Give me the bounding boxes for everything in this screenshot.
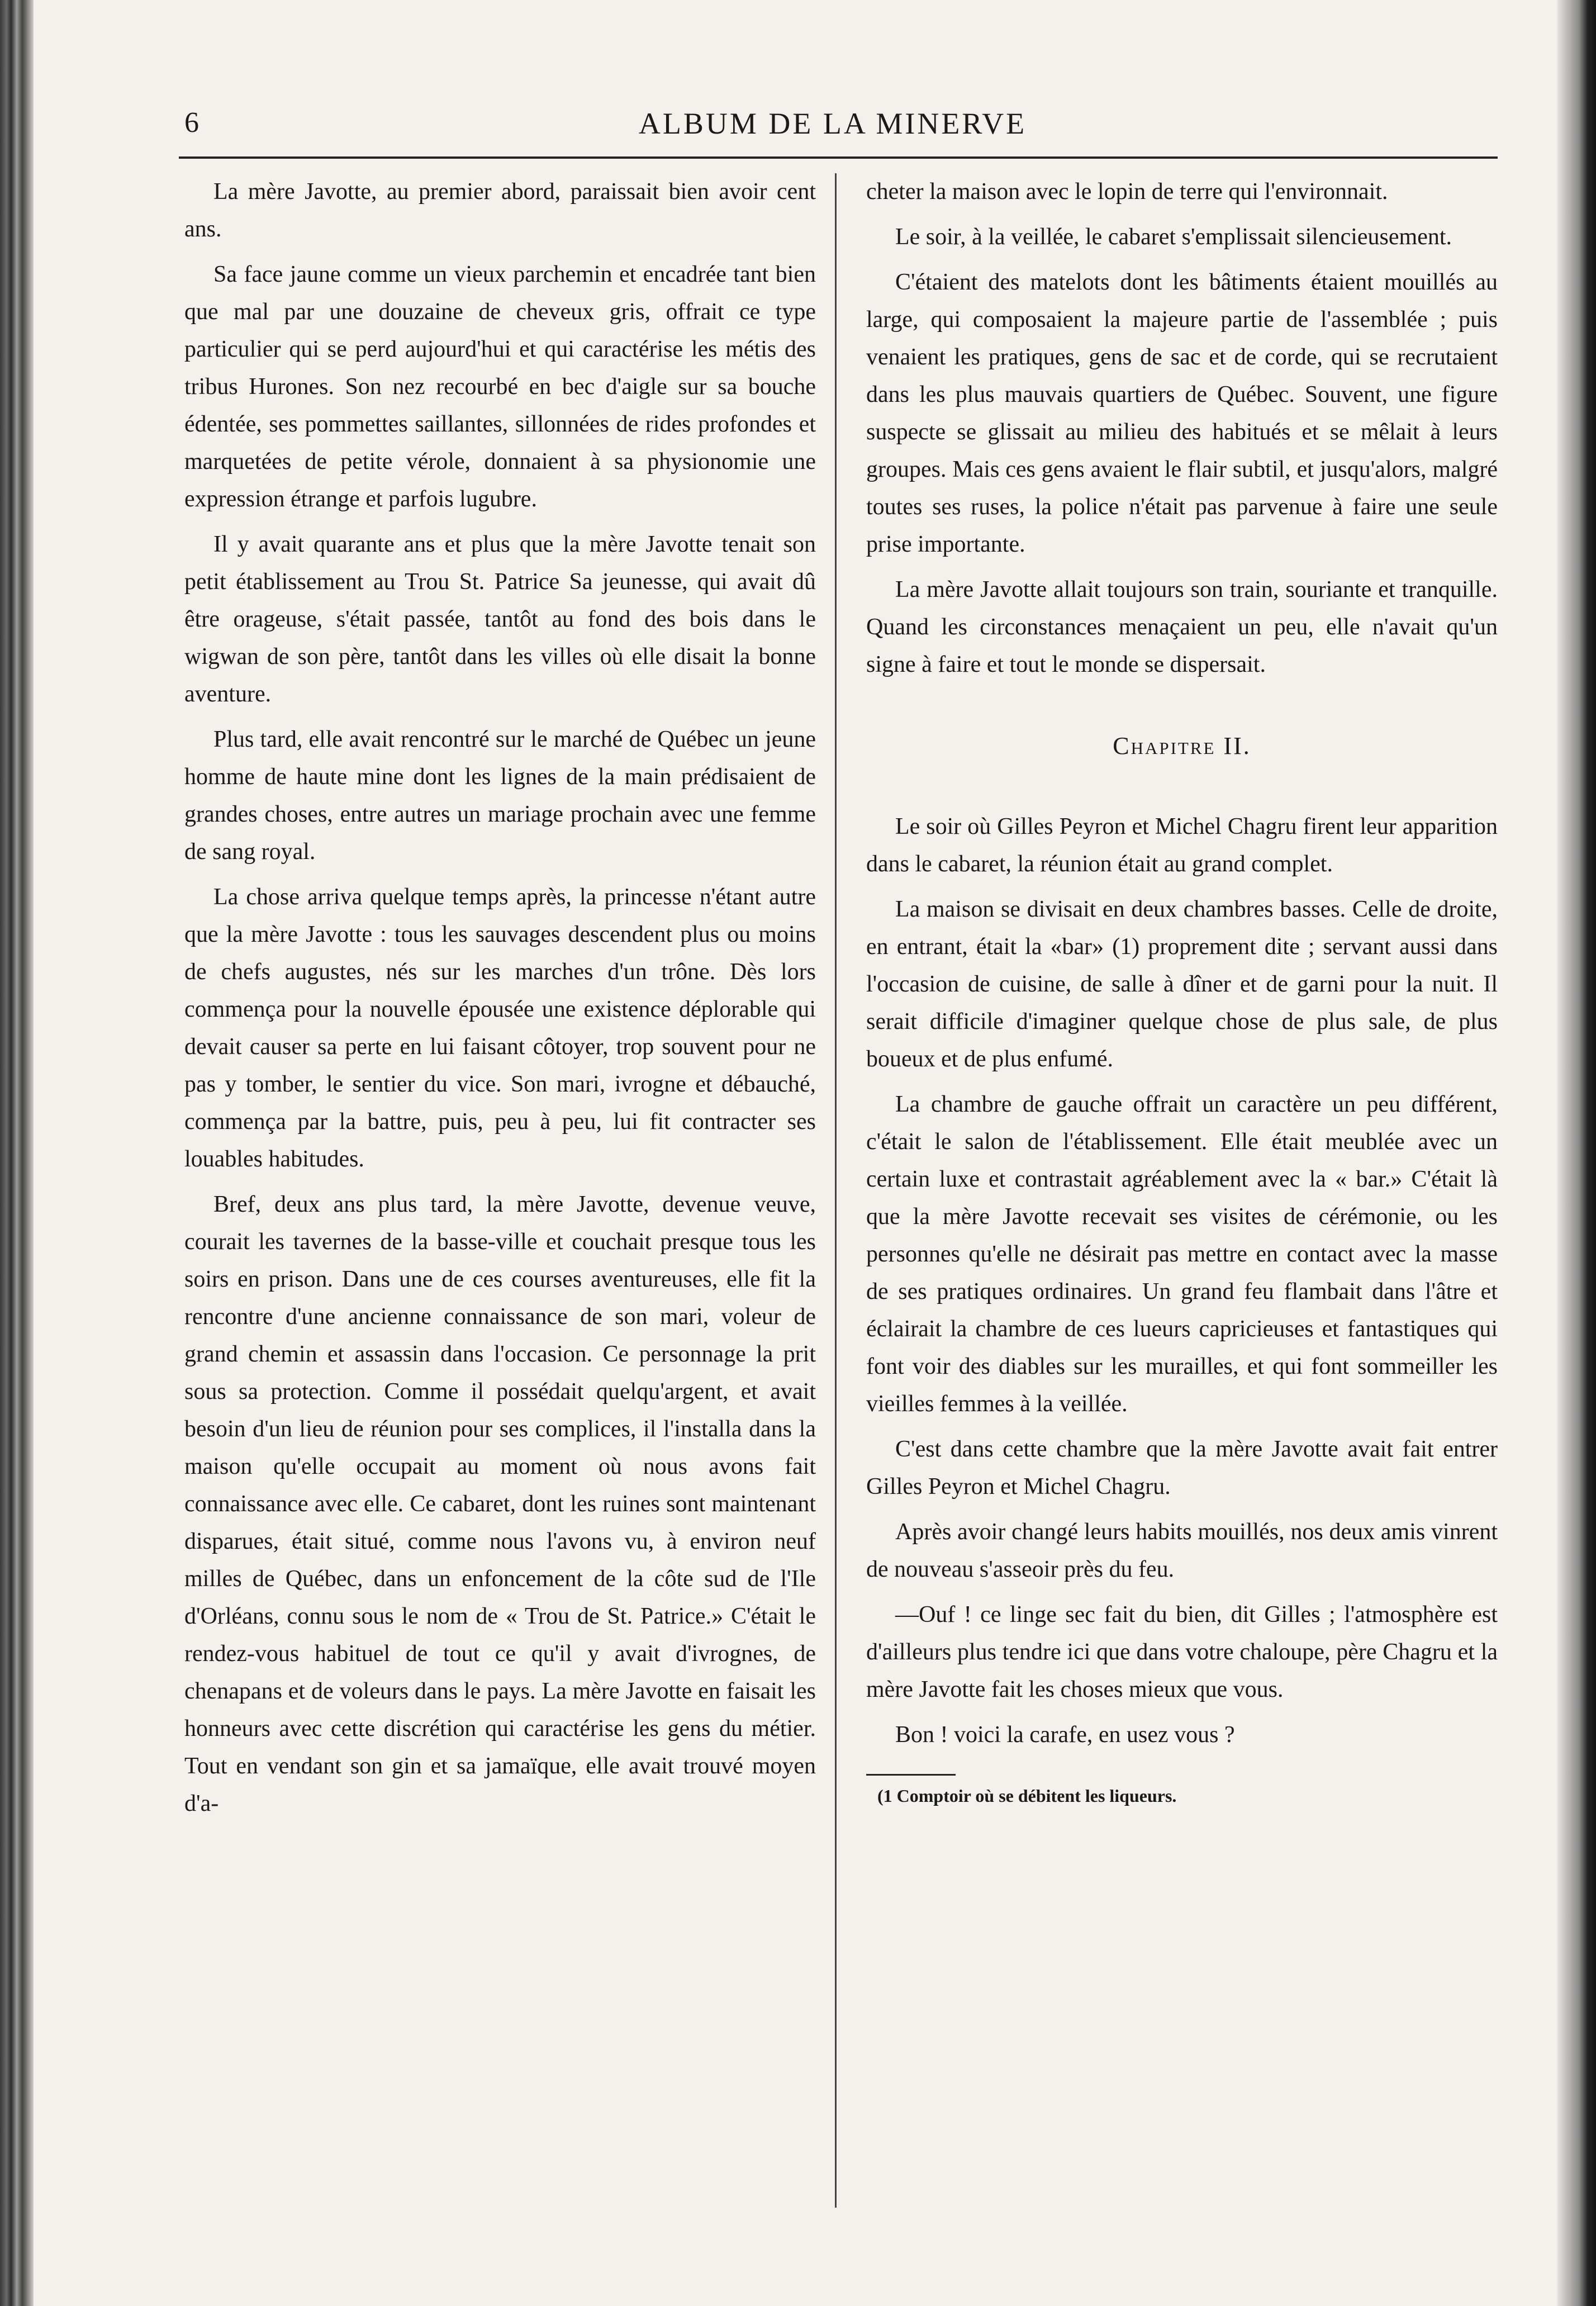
- paragraph: Plus tard, elle avait rencontré sur le marché de Québec un jeune homme de haute mine dont les lignes de la main prédisaient de grandes choses, entre autres un mariage prochain avec une femme de sang royal.: [184, 727, 816, 865]
- paragraph: Sa face jaune comme un vieux parchemin et encadrée tant bien que mal par une douzaine de cheveux gris, offrait ce type particulier qui se perd aujourd'hui et qui caractérise les métis des tribus Hurones. Son nez recourbé en bec d'aigle sur sa bouche édentée, ses pommettes saillantes, sillonnées de rides profondes et marquetées de petite vérole, donnaient à sa physionomie une expression étrange et parfois lugubre.: [184, 262, 816, 512]
- chapter-heading: Chapitre II.: [1113, 732, 1251, 760]
- book-binding-edge: [0, 0, 34, 2306]
- paragraph: La chose arriva quelque temps après, la princesse n'étant autre que la mère Javotte : tous les sauvages descendent plus ou moins de chefs augustes, nés sur les marches d'un trône. Dès lors commença pour la nouvelle épousée une existence déplorable qui devait causer sa perte en lui faisant côtoyer, trop souvent pour ne pas y tomber, le sentier du vice. Son mari, ivrogne et débauché, commença par la battre, puis, peu à peu, lui fit contracter ses louables habitudes.: [184, 884, 816, 1172]
- running-title: ALBUM DE LA MINERVE: [638, 107, 1027, 140]
- paragraph: —Ouf ! ce linge sec fait du bien, dit Gilles ; l'atmosphère est d'ailleurs plus tendre ici que dans votre chaloupe, père Chagru et la mère Javotte fait les choses mieux que vous.: [866, 1602, 1498, 1702]
- page-number: 6: [184, 107, 199, 139]
- page-right-edge: [1557, 0, 1596, 2306]
- footnote-rule: [866, 1774, 956, 1776]
- footnote: (1 Comptoir où se débitent les liqueurs.: [877, 1786, 1177, 1806]
- paragraph: La chambre de gauche offrait un caractère un peu différent, c'était le salon de l'établissement. Elle était meublée avec un certain luxe et contrastait agréablement avec la « bar.» C'était là que la mère Javotte recevait ses visites de cérémonie, ou les personnes qu'elle ne désirait pas mettre en contact avec la masse de ses pratiques ordinaires. Un grand feu flambait dans l'âtre et éclairait la chambre de ces lueurs capricieuses et fantastiques qui font voir des diables sur les murailles, et qui font sommeiller les vieilles femmes à la veillée.: [866, 1092, 1498, 1417]
- paragraph: Bref, deux ans plus tard, la mère Javotte, devenue veuve, courait les tavernes de la basse-ville et couchait presque tous les soirs en prison. Dans une de ces courses aventureuses, elle fit la rencontre d'une ancienne connaissance de son mari, voleur de grand chemin et assassin dans l'occasion. Ce personnage la prit sous sa protection. Comme il possédait quelqu'argent, et avait besoin d'un lieu de réunion pour ses complices, il l'installa dans la maison qu'elle occupait au moment où nous avons fait connaissance avec elle. Ce cabaret, dont les ruines sont maintenant disparues, était situé, comme nous l'avons vu, à environ neuf milles de Québec, dans un enfoncement de la côte sud de l'Ile d'Orléans, connu sous le nom de « Trou de St. Patrice.» C'était le rendez-vous habituel de tout ce qu'il y avait d'ivrognes, de chenapans et de voleurs dans le pays. La mère Javotte en faisait les honneurs avec cette discrétion qui caractérise les gens du métier. Tout en vendant son gin et sa jamaïque, elle avait trouvé moyen d'a-: [184, 1192, 816, 1816]
- paragraph: C'étaient des matelots dont les bâtiments étaient mouillés au large, qui composaient la majeure partie de l'assemblée ; puis venaient les pratiques, gens de sac et de corde, qui se recrutaient dans les plus mauvais quartiers de Québec. Souvent, une figure suspecte se glissait au milieu des habitués et se mêlait à leurs groupes. Mais ces gens avaient le flair subtil, et jusqu'alors, malgré toutes ses ruses, la police n'était pas parvenue à faire une seule prise importante.: [866, 269, 1498, 557]
- paragraph: C'est dans cette chambre que la mère Javotte avait fait entrer Gilles Peyron et Michel Chagru.: [866, 1436, 1498, 1500]
- text-columns: [184, 173, 1498, 1830]
- paragraph: Le soir où Gilles Peyron et Michel Chagru firent leur apparition dans le cabaret, la réunion était au grand complet.: [866, 814, 1498, 877]
- paragraph: La maison se divisait en deux chambres basses. Celle de droite, en entrant, était la «bar» (1) proprement dite ; servant aussi dans l'occasion de cuisine, de salle à dîner et de garni pour la nuit. Il serait difficile d'imaginer quelque chose de plus sale, de plus boueux et de plus enfumé.: [866, 896, 1498, 1072]
- right-column: [866, 173, 1498, 1830]
- paragraph: Bon ! voici la carafe, en usez vous ?: [895, 1722, 1235, 1748]
- paragraph: La mère Javotte, au premier abord, paraissait bien avoir cent ans.: [184, 179, 816, 242]
- paragraph: Il y avait quarante ans et plus que la mère Javotte tenait son petit établissement au Trou St. Patrice Sa jeunesse, qui avait dû être orageuse, s'était passée, tantôt au fond des bois dans le wigwan de son père, tantôt dans les villes où elle disait la bonne aventure.: [184, 532, 816, 707]
- page-header: [168, 89, 1498, 151]
- paragraph: Le soir, à la veillée, le cabaret s'emplissait silencieusement.: [895, 224, 1452, 250]
- paragraph: cheter la maison avec le lopin de terre qui l'environnait.: [866, 179, 1388, 205]
- paragraph: La mère Javotte allait toujours son train, souriante et tranquille. Quand les circonstances menaçaient un peu, elle n'avait qu'un signe à faire et tout le monde se dispersait.: [866, 577, 1498, 677]
- paragraph: Après avoir changé leurs habits mouillés, nos deux amis vinrent de nouveau s'asseoir près du feu.: [866, 1519, 1498, 1582]
- page: [168, 89, 1498, 1816]
- header-rule: [179, 156, 1498, 159]
- left-column: [184, 173, 816, 1830]
